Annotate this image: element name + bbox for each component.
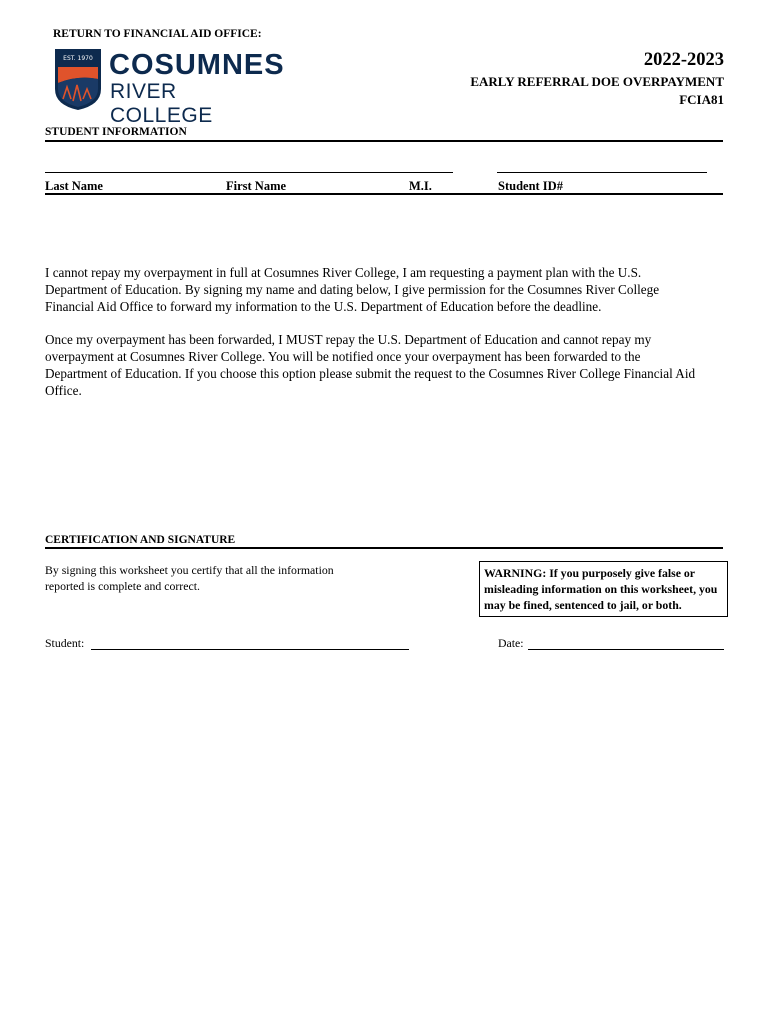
college-shield-icon — [53, 47, 103, 111]
name-fill-line[interactable] — [45, 172, 453, 173]
form-code: FCIA81 — [679, 92, 724, 107]
student-id-fill-line[interactable] — [497, 172, 707, 173]
student-info-heading: STUDENT INFORMATION — [45, 126, 187, 138]
form-year: 2022-2023 — [643, 50, 724, 70]
return-label: RETURN TO FINANCIAL AID OFFICE: — [53, 28, 262, 40]
student-signature-line[interactable] — [91, 649, 409, 650]
logo-name-line2: RIVER COLLEGE — [110, 80, 213, 127]
student-signature-label: Student: — [45, 636, 85, 650]
logo-name-line1: COSUMNES — [109, 49, 285, 81]
mi-label: M.I. — [409, 179, 432, 193]
college-logo — [53, 47, 285, 127]
certification-heading: CERTIFICATION AND SIGNATURE — [45, 534, 236, 546]
warning-box: WARNING: If you purposely give false or misleading information on this worksheet, you may be fined, sentenced to jail, or both. — [479, 561, 728, 617]
date-line[interactable] — [528, 649, 724, 650]
section-divider — [45, 193, 723, 195]
form-title: EARLY REFERRAL DOE OVERPAYMENT — [470, 74, 724, 89]
section-divider — [45, 140, 723, 142]
section-divider — [45, 547, 723, 549]
last-name-label: Last Name — [45, 179, 103, 193]
certification-statement: By signing this worksheet you certify that all the information reported is complete and correct. — [45, 563, 334, 593]
logo-est-text: EST. 1970 — [63, 55, 93, 62]
date-label: Date: — [498, 636, 524, 650]
first-name-label: First Name — [226, 179, 287, 193]
student-id-label: Student ID# — [498, 179, 563, 193]
paragraph-forwarded: Once my overpayment has been forwarded, I MUST repay the U.S. Department of Education and cannot repay my overpayment at Cosumnes River College. You will be notified once your overpayment has been forwarded to the Department of Education. If you choose this option please submit the request to the Cosumnes River College Financial Aid Office. — [45, 332, 696, 398]
paragraph-payment-plan: I cannot repay my overpayment in full at Cosumnes River College, I am requesting a payment plan with the U.S. Department of Education. By signing my name and dating below, I give permission for the Cosumnes River College Financial Aid Office to forward my information to the U.S. Department of Education before the deadline. — [45, 265, 660, 314]
